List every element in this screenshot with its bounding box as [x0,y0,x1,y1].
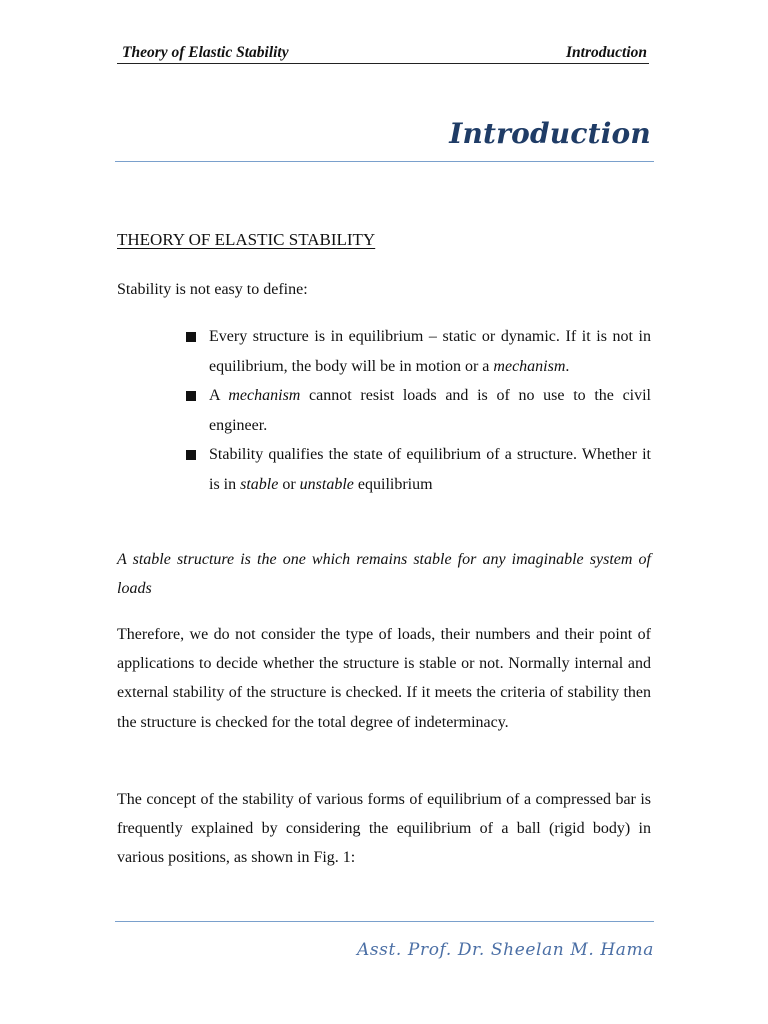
bullet-text: or [278,475,300,493]
bullet-text: A [209,387,229,404]
bullet-text-italic: unstable [299,475,354,493]
running-header [117,43,649,64]
bullet-text: equilibrium [353,475,433,493]
square-bullet-icon [186,332,196,342]
header-book-title: Theory of Elastic Stability [122,44,289,61]
body-paragraph-1: Therefore, we do not consider the type of loads, their numbers and their point of applications to decide whether the structure is stable or not. Normally internal and external stability of the structure is checked. If it meets the criteria of stability then the structure is checked for the total degree of indeterminacy. [117,626,651,731]
bullet-text-italic: mechanism [493,357,566,375]
bullet-item [186,440,651,499]
bullet-list [186,322,651,499]
bullet-text: Every structure is in equilibrium – static or dynamic. If it is not in equilibrium, the body will be in motion or a [209,328,651,375]
definition-paragraph: A stable structure is the one which remains stable for any imaginable system of loads [117,551,651,598]
intro-line: Stability is not easy to define: [117,281,308,298]
title-divider [115,161,654,162]
bullet-item [186,381,651,440]
author-signature: Asst. Prof. Dr. Sheelan M. Hama [356,940,654,960]
header-chapter-name: Introduction [566,44,647,61]
square-bullet-icon [186,391,196,401]
bullet-text-italic: mechanism [228,387,301,404]
chapter-title: Introduction [449,117,651,150]
body-paragraph-2: The concept of the stability of various forms of equilibrium of a compressed bar is frequently explained by considering the equilibrium of a ball (rigid body) in various positions, as shown in Fig. 1: [117,791,651,867]
bullet-text-italic: stable [240,475,279,493]
footer-divider [115,921,654,922]
bullet-item [186,322,651,381]
bullet-text: cannot resist loads and is of no use to the civil engineer. [209,387,652,434]
bullet-text: Stability qualifies the state of equilibrium of a structure. Whether it is in [209,446,651,493]
bullet-text: . [565,357,570,375]
square-bullet-icon [186,450,196,460]
section-heading: THEORY OF ELASTIC STABILITY [117,230,376,249]
